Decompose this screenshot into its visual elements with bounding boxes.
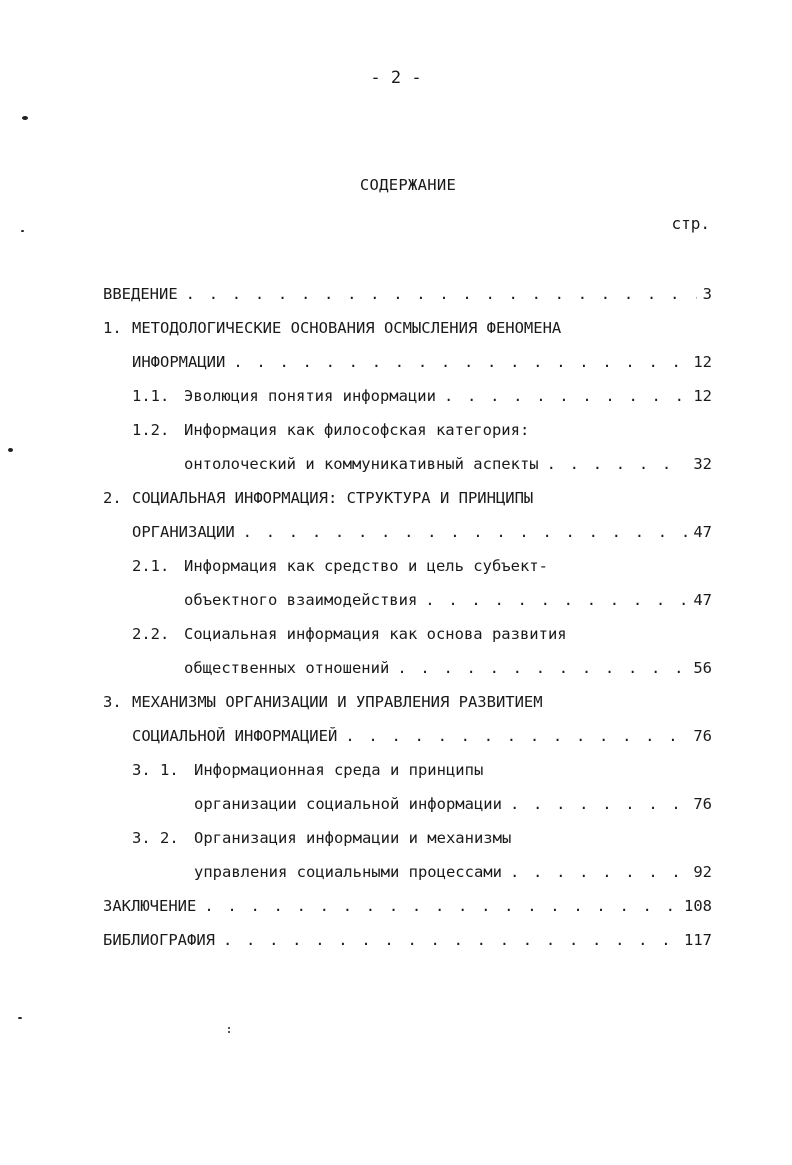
- toc-entry-page: 108: [684, 897, 712, 915]
- toc-entry-text: СОЦИАЛЬНАЯ ИНФОРМАЦИЯ: СТРУКТУРА И ПРИНЦИПЫ: [132, 489, 534, 507]
- toc-entry-section-1-2-cont: [184, 452, 712, 476]
- toc-entry-section-3-2-cont: [194, 860, 712, 884]
- page-column-label: стр.: [671, 214, 710, 233]
- toc-entry-text: организации социальной информации: [194, 795, 502, 813]
- toc-entry-number: 3. 2.: [132, 829, 179, 847]
- toc-entry-number: 3. 1.: [132, 761, 179, 779]
- toc-entry-text: СОЦИАЛЬНОЙ ИНФОРМАЦИЕЙ: [132, 727, 338, 745]
- toc-entry-text: Эволюция понятия информации: [184, 387, 436, 405]
- toc-entry-section-3-1-cont: [194, 792, 712, 816]
- toc-entry-text: Информационная среда и принципы: [194, 761, 484, 779]
- scan-speck: [8, 448, 13, 452]
- toc-leader-dots: [547, 452, 688, 476]
- toc-entry-text: Социальная информация как основа развития: [184, 625, 567, 643]
- toc-entry-text: Организация информации и механизмы: [194, 829, 512, 847]
- toc-entry-number: 1.: [103, 319, 122, 337]
- toc-entry-text: МЕХАНИЗМЫ ОРГАНИЗАЦИИ И УПРАВЛЕНИЯ РАЗВИТИЕМ: [132, 693, 543, 711]
- toc-entry-text: онтолоческий и коммуникативный аспекты: [184, 455, 539, 473]
- toc-leader-dots: [204, 894, 678, 918]
- toc-leader-dots: [444, 384, 687, 408]
- toc-entry-page: 12: [693, 387, 712, 405]
- toc-entry-number: 2.2.: [132, 625, 170, 643]
- toc-entry-number: 1.1.: [132, 387, 170, 405]
- scan-speck: [228, 1031, 230, 1033]
- toc-entry-section-2-2: [132, 622, 712, 646]
- toc-entry-number: 2.1.: [132, 557, 170, 575]
- toc-leader-dots: [233, 350, 687, 374]
- toc-entry-text: ВВЕДЕНИЕ: [103, 285, 178, 303]
- toc-entry-text: общественных отношений: [184, 659, 390, 677]
- toc-leader-dots: [397, 656, 687, 680]
- toc-entry-number: 2.: [103, 489, 122, 507]
- toc-entry-text: ОРГАНИЗАЦИИ: [132, 523, 235, 541]
- toc-entry-page: 117: [684, 931, 712, 949]
- toc-entry-text: ЗАКЛЮЧЕНИЕ: [103, 897, 197, 915]
- toc-entry-text: Информация как средство и цель субъект-: [184, 557, 548, 575]
- toc-leader-dots: [243, 520, 688, 544]
- toc-leader-dots: [510, 860, 687, 884]
- scan-speck: [18, 1017, 22, 1019]
- toc-entry-page: 12: [693, 353, 712, 371]
- toc-entry-chapter-3-cont: [132, 724, 712, 748]
- toc-entry-page: 47: [693, 523, 712, 541]
- toc-entry-bibliography: [103, 928, 712, 952]
- toc-title: СОДЕРЖАНИЕ: [359, 176, 457, 194]
- toc-entry-page: 92: [693, 863, 712, 881]
- toc-entry-section-2-1: [132, 554, 712, 578]
- toc-entry-chapter-2: [103, 486, 712, 510]
- toc-entry-number: 3.: [103, 693, 122, 711]
- toc-entry-text: ИНФОРМАЦИИ: [132, 353, 226, 371]
- toc-entry-text: управления социальными процессами: [194, 863, 502, 881]
- scan-speck: [22, 116, 28, 120]
- toc-entry-chapter-3: [103, 690, 712, 714]
- toc-entry-text: объектного взаимодействия: [184, 591, 418, 609]
- toc-entry-chapter-2-cont: [132, 520, 712, 544]
- toc-entry-section-1-1: [132, 384, 712, 408]
- toc-entry-page: 3: [702, 285, 712, 303]
- toc-entry-section-2-1-cont: [184, 588, 712, 612]
- toc-entry-text: МЕТОДОЛОГИЧЕСКИЕ ОСНОВАНИЯ ОСМЫСЛЕНИЯ ФЕНОМЕНА: [132, 319, 562, 337]
- page-number: - 2 -: [370, 68, 422, 88]
- toc-leader-dots: [425, 588, 687, 612]
- toc-entry-section-1-2: [132, 418, 712, 442]
- toc-entry-page: 32: [693, 455, 712, 473]
- toc-entry-introduction: [103, 282, 712, 306]
- toc-entry-page: 76: [693, 795, 712, 813]
- toc-entry-section-3-1: [132, 758, 712, 782]
- toc-leader-dots: [223, 928, 678, 952]
- toc-entry-chapter-1: [103, 316, 712, 340]
- scan-speck: [228, 1027, 230, 1029]
- toc-entry-section-3-2: [132, 826, 712, 850]
- toc-entry-page: 76: [693, 727, 712, 745]
- toc-entry-page: 47: [693, 591, 712, 609]
- toc-entry-chapter-1-cont: [132, 350, 712, 374]
- toc-entry-number: 1.2.: [132, 421, 170, 439]
- toc-entry-section-2-2-cont: [184, 656, 712, 680]
- toc-leader-dots: [510, 792, 687, 816]
- scan-speck: [21, 230, 24, 232]
- toc-entry-text: БИБЛИОГРАФИЯ: [103, 931, 215, 949]
- toc-entry-page: 56: [693, 659, 712, 677]
- toc-entry-text: Информация как философская категория:: [184, 421, 530, 439]
- toc-entry-conclusion: [103, 894, 712, 918]
- toc-leader-dots: [345, 724, 687, 748]
- toc-leader-dots: [186, 282, 697, 306]
